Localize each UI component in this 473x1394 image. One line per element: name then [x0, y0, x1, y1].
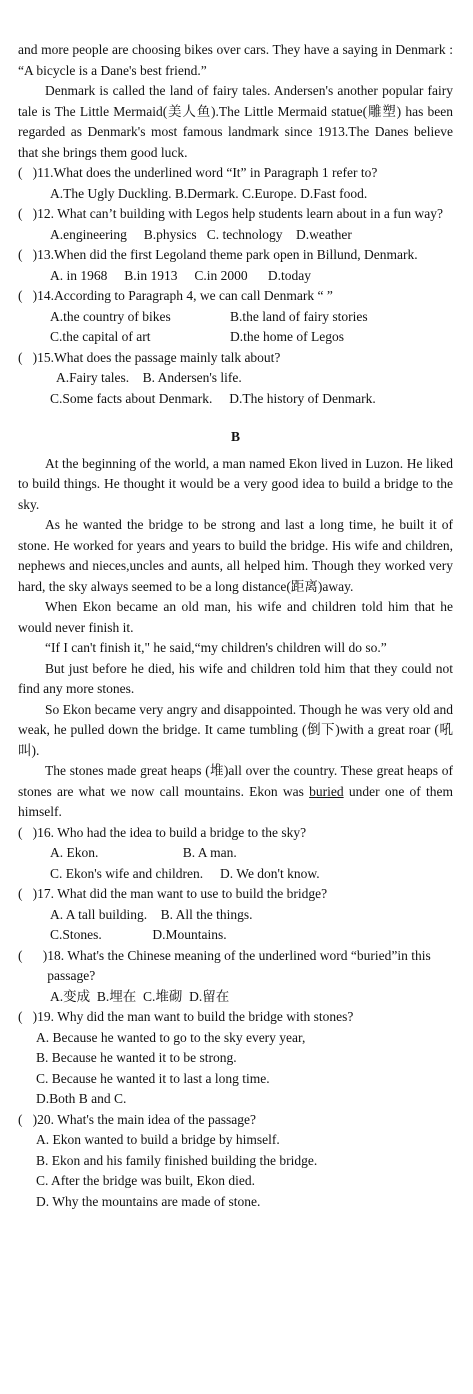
answer-bracket: ( ): [18, 947, 48, 963]
question-options: A.Fairy tales. B. Andersen's life.: [56, 370, 242, 385]
question-options: A. Because he wanted to go to the sky every year,: [36, 1029, 306, 1045]
question-options: A. A tall building. B. All the things.: [50, 906, 253, 922]
paragraph-b-4: “If I can't finish it," he said,“my children's children will do so.”: [45, 640, 387, 655]
underlined-word-buried: buried: [309, 783, 344, 799]
question-stem: 12. What can’t building with Legos help students learn about in a fun way?: [37, 206, 444, 221]
answer-bracket: ( ): [18, 1111, 38, 1127]
question-options: D.Both B and C.: [36, 1091, 127, 1106]
option-a: A.the country of bikes: [50, 308, 171, 324]
question-stem: 13.When did the first Legoland theme park open in Billund, Denmark.: [37, 247, 418, 262]
question-stem: 19. Why did the man want to build the bridge with stones?: [37, 1009, 354, 1024]
question-options: C. After the bridge was built, Ekon died.: [36, 1173, 255, 1188]
paragraph-b-7-text: The stones made great heaps (堆)all over the country. These great heaps of stones are what we now call mountains. Ekon was: [18, 763, 453, 799]
question-17: [18, 884, 453, 905]
paragraph-b-7: [18, 761, 453, 823]
option-b: B.the land of fairy stories: [230, 308, 368, 324]
question-options: A.变成 B.埋在 C.堆砌 D.留在: [50, 988, 230, 1004]
question-options: B. Because he wanted it to be strong.: [36, 1050, 237, 1065]
question-options: C. Because he wanted it to last a long time.: [36, 1070, 270, 1086]
question-20: [18, 1110, 453, 1131]
question-options: B. Ekon and his family finished building the bridge.: [36, 1152, 318, 1168]
question-options: C.Some facts about Denmark. D.The history of Denmark.: [50, 390, 376, 406]
question-options: A. Ekon wanted to build a bridge by himself.: [36, 1132, 280, 1147]
paragraph-b-7-end: under one of them himself.: [18, 783, 454, 819]
answer-bracket: ( ): [18, 165, 38, 180]
question-stem: 16. Who had the idea to build a bridge to the sky?: [37, 824, 307, 840]
question-13: [18, 245, 453, 266]
paragraph-b-6: So Ekon became very angry and disappointed. Though he was very old and weak, he pulled down the bridge. It came tumbling (倒下)with a great roar (吼叫).: [18, 701, 453, 758]
question-16: [18, 823, 453, 844]
answer-bracket: ( ): [18, 288, 38, 303]
question-options: D. Why the mountains are made of stone.: [36, 1193, 261, 1209]
question-stem: 11.What does the underlined word “It” in Paragraph 1 refer to?: [37, 165, 378, 180]
question-15: [18, 348, 453, 369]
paragraph-b-2: As he wanted the bridge to be strong and last a long time, he built it of stone. He worked for years and years to build the bridge. His wife and children, nephews and nieces,uncles and aunts, all helped him. Though they worked very hard, the sky always seemed to be a long distance(距离)away.: [18, 517, 453, 594]
option-d: D.the home of Legos: [230, 329, 344, 344]
question-12: [18, 204, 453, 225]
question-14: [18, 286, 453, 307]
answer-bracket: ( ): [18, 206, 38, 221]
question-19: [18, 1007, 453, 1028]
question-stem: 18. What's the Chinese meaning of the underlined word “buried”in this passage?: [47, 947, 431, 983]
question-options-grid: [50, 307, 453, 348]
answer-bracket: ( ): [18, 886, 38, 901]
question-stem: 14.According to Paragraph 4, we can call Denmark “ ”: [37, 288, 333, 303]
answer-bracket: ( ): [18, 247, 38, 262]
question-18: [18, 946, 453, 987]
question-stem: 17. What did the man want to use to build the bridge?: [37, 886, 328, 901]
paragraph-a-1: and more people are choosing bikes over cars. They have a saying in Denmark : “A bicycle is a Dane's best friend.”: [18, 42, 453, 78]
paragraph-a-2: Denmark is called the land of fairy tales. Andersen's another popular fairy tale is The Little Mermaid(美人鱼).The Little Mermaid statue(雕塑) has been regarded as Denmark's most famous landmark since 1913.The Danes believe that she brings them good luck.: [18, 83, 453, 160]
paragraph-b-1: At the beginning of the world, a man named Ekon lived in Luzon. He liked to build things. He thought it would be a very good idea to build a bridge to the sky.: [18, 455, 453, 512]
question-options: A. in 1968 B.in 1913 C.in 2000 D.today: [50, 267, 312, 283]
section-heading: B: [230, 429, 240, 444]
question-options: A.engineering B.physics C. technology D.weather: [50, 226, 352, 242]
answer-bracket: ( ): [18, 1009, 38, 1024]
question-options: A.The Ugly Duckling. B.Dermark. C.Europe. D.Fast food.: [50, 185, 368, 201]
question-options: C. Ekon's wife and children. D. We don't know.: [50, 865, 320, 881]
answer-bracket: ( ): [18, 824, 38, 840]
answer-bracket: ( ): [18, 349, 38, 365]
option-c: C.the capital of art: [50, 329, 151, 344]
question-stem: 15.What does the passage mainly talk about?: [37, 349, 281, 365]
question-options: C.Stones. D.Mountains.: [50, 927, 227, 942]
paragraph-b-5: But just before he died, his wife and children told him that they could not find any more stones.: [18, 660, 453, 696]
paragraph-b-3: When Ekon became an old man, his wife and children told him that he would never finish it.: [18, 599, 453, 635]
question-11: [18, 163, 453, 184]
question-options: A. Ekon. B. A man.: [50, 845, 237, 860]
question-stem: 20. What's the main idea of the passage?: [37, 1111, 256, 1127]
